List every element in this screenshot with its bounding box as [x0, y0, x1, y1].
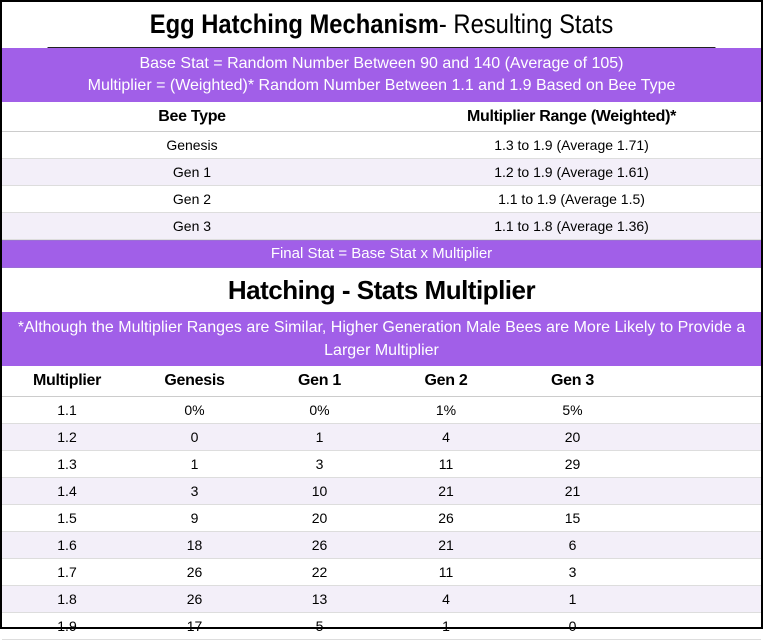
gen1-cell: 20	[311, 510, 328, 526]
multiplier-cell: 1.9	[57, 618, 77, 634]
table-row	[2, 478, 761, 505]
genesis-cell: 0	[190, 429, 199, 445]
multiplier-cell: 1.4	[57, 483, 77, 499]
table-row	[2, 397, 761, 424]
range-cell: 1.3 to 1.9 (Average 1.71)	[494, 137, 649, 153]
generation-note	[2, 312, 761, 366]
genesis-cell: 3	[190, 483, 199, 499]
header-gen2: Gen 2	[424, 372, 468, 389]
gen2-cell: 21	[438, 537, 454, 553]
gen3-cell: 20	[564, 429, 581, 445]
genesis-cell: 9	[190, 510, 199, 526]
gen1-cell: 22	[311, 564, 328, 580]
gen3-cell: 21	[564, 483, 581, 499]
header-multiplier: Multiplier	[32, 372, 102, 389]
base-stat-info	[2, 48, 761, 102]
genesis-cell: 26	[186, 591, 203, 607]
page-title	[48, 2, 716, 48]
gen2-cell: 26	[438, 510, 454, 526]
gen1-cell: 1	[315, 429, 324, 445]
multiplier-cell: 1.2	[57, 429, 77, 445]
table-row	[2, 451, 761, 478]
gen2-cell: 4	[442, 591, 450, 607]
gen2-cell: 4	[442, 429, 450, 445]
table-row	[2, 559, 761, 586]
range-table-header	[2, 102, 761, 132]
table-row	[2, 132, 761, 159]
multiplier-cell: 1.5	[57, 510, 77, 526]
table-row	[2, 213, 761, 240]
genesis-cell: 18	[186, 537, 203, 553]
gen1-cell: 10	[311, 483, 328, 499]
multiplier-line: Multiplier = (Weighted)* Random Number Between 1.1 and 1.9 Based on Bee Type	[87, 77, 676, 94]
table-row	[2, 424, 761, 451]
genesis-cell: 0%	[184, 402, 205, 418]
gen2-cell: 11	[438, 456, 454, 472]
bee-type-cell: Gen 1	[172, 164, 212, 180]
header-gen3: Gen 3	[551, 372, 594, 389]
bee-type-cell: Gen 2	[172, 191, 212, 207]
gen1-cell: 26	[311, 537, 328, 553]
gen1-cell: 3	[315, 456, 324, 472]
multiplier-cell: 1.1	[57, 402, 77, 418]
gen1-cell: 13	[311, 591, 328, 607]
gen2-cell: 21	[438, 483, 454, 499]
multiplier-table-body	[2, 397, 761, 640]
table-row	[2, 505, 761, 532]
note-line-2: Larger Multiplier	[324, 342, 439, 359]
gen3-cell: 6	[568, 537, 577, 553]
table-row	[2, 613, 761, 640]
range-cell: 1.2 to 1.9 (Average 1.61)	[494, 164, 649, 180]
header-gen1: Gen 1	[298, 372, 341, 389]
gen3-cell: 29	[564, 456, 581, 472]
header-multiplier-range: Multiplier Range (Weighted)*	[466, 107, 677, 125]
gen2-cell: 11	[438, 564, 454, 580]
table-row	[2, 586, 761, 613]
multiplier-table-header	[2, 366, 761, 397]
section-title: Hatching - Stats Multiplier	[227, 274, 536, 305]
gen2-cell: 1	[442, 618, 450, 634]
gen3-cell: 5%	[562, 402, 583, 418]
title-rest: - Resulting Stats	[438, 9, 614, 39]
genesis-cell: 26	[186, 564, 203, 580]
multiplier-cell: 1.3	[57, 456, 77, 472]
header-bee-type: Bee Type	[158, 107, 226, 125]
multiplier-cell: 1.6	[57, 537, 77, 553]
multiplier-cell: 1.7	[57, 564, 77, 580]
table-row	[2, 186, 761, 213]
gen3-cell: 3	[568, 564, 577, 580]
range-cell: 1.1 to 1.8 (Average 1.36)	[494, 218, 649, 234]
gen3-cell: 0	[568, 618, 577, 634]
header-genesis: Genesis	[164, 372, 225, 389]
bee-type-cell: Genesis	[166, 137, 218, 153]
multiplier-cell: 1.8	[57, 591, 77, 607]
gen2-cell: 1%	[435, 402, 457, 418]
genesis-cell: 17	[186, 618, 203, 634]
gen1-cell: 5	[315, 618, 324, 634]
table-row	[2, 532, 761, 559]
gen3-cell: 15	[564, 510, 581, 526]
genesis-cell: 1	[190, 456, 199, 472]
gen1-cell: 0%	[309, 402, 330, 418]
table-row	[2, 159, 761, 186]
title-bold: Egg Hatching Mechanism	[149, 9, 439, 39]
bee-type-cell: Gen 3	[172, 218, 212, 234]
gen3-cell: 1	[568, 591, 577, 607]
base-stat-line: Base Stat = Random Number Between 90 and 140 (Average of 105)	[139, 55, 624, 72]
range-cell: 1.1 to 1.9 (Average 1.5)	[498, 191, 645, 207]
note-line-1: *Although the Multiplier Ranges are Similar, Higher Generation Male Bees are More Likely to Provide a	[17, 319, 746, 336]
final-stat-formula: Final Stat = Base Stat x Multiplier	[2, 240, 761, 268]
